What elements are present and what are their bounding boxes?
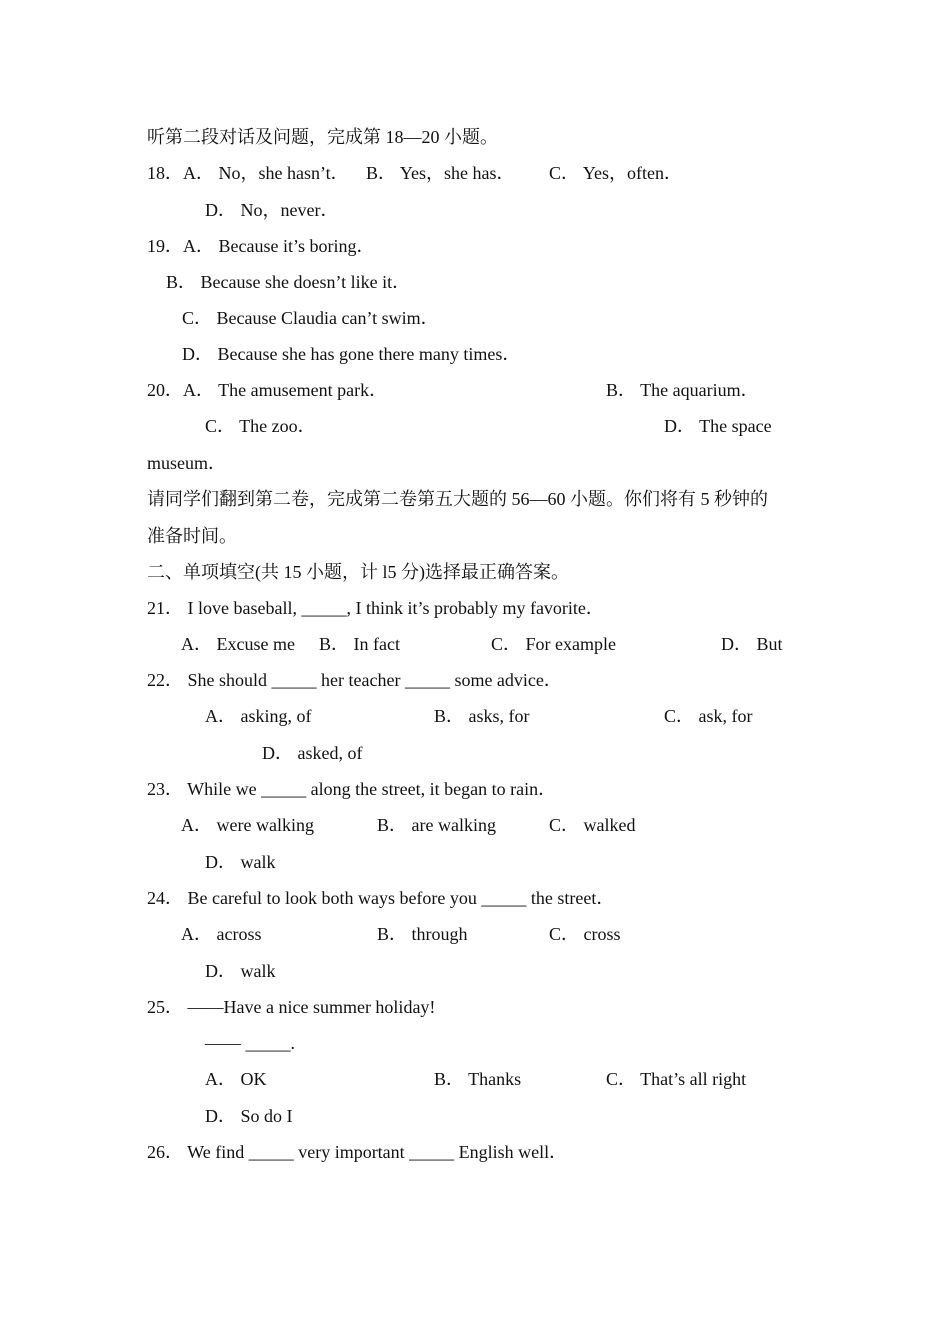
q18-option-d: D． No，never． xyxy=(205,200,339,220)
question-23-stem: 23． While we _____ along the street, it began to rain． xyxy=(147,779,557,799)
q25-option-a: A． OK xyxy=(205,1069,267,1089)
q24-option-d: D． walk xyxy=(205,961,276,981)
q21-option-b: B． In fact xyxy=(319,634,400,654)
q18-option-b: B． Yes，she has． xyxy=(366,163,515,183)
option-a: A． The amusement park． xyxy=(183,380,388,400)
q19-option-d: D． Because she has gone there many times． xyxy=(182,344,521,364)
q20-option-b: B． The aquarium． xyxy=(606,380,759,400)
q21-option-d: D． But xyxy=(721,634,783,654)
q25-option-c: C． That’s all right xyxy=(606,1069,747,1089)
question-number: 18． xyxy=(147,163,183,183)
turn-page-instruction-line1: 请同学们翻到第二卷，完成第二卷第五大题的 56—60 小题。你们将有 5 秒钟的 xyxy=(147,489,768,509)
q22-option-d: D． asked, of xyxy=(262,743,363,763)
q22-option-c: C． ask, for xyxy=(664,706,753,726)
q24-option-c: C． cross xyxy=(549,924,621,944)
q22-option-a: A． asking, of xyxy=(205,706,312,726)
q21-option-c: C． For example xyxy=(491,634,616,654)
q21-option-a: A． Excuse me xyxy=(181,634,295,654)
q22-option-b: B． asks, for xyxy=(434,706,530,726)
q20-option-d: D． The space xyxy=(664,416,772,436)
option-a: A． No，she hasn’t． xyxy=(183,163,349,183)
q19-option-b: B． Because she doesn’t like it． xyxy=(166,272,411,292)
question-18-stem xyxy=(147,161,349,185)
q24-option-a: A． across xyxy=(181,924,262,944)
q25-option-b: B． Thanks xyxy=(434,1069,522,1089)
section-instruction-2: 听第二段对话及问题，完成第 18—20 小题。 xyxy=(147,127,498,147)
question-25-reply: —— _____. xyxy=(205,1033,295,1053)
q23-option-a: A． were walking xyxy=(181,815,314,835)
q23-option-b: B． are walking xyxy=(377,815,496,835)
q25-option-d: D． So do I xyxy=(205,1106,293,1126)
q23-option-c: C． walked xyxy=(549,815,636,835)
q19-option-c: C． Because Claudia can’t swim． xyxy=(182,308,439,328)
question-22-stem: 22． She should _____ her teacher _____ some advice． xyxy=(147,670,562,690)
question-number: 19． xyxy=(147,236,183,256)
section-heading-2: 二、单项填空(共 15 小题，计 l5 分)选择最正确答案。 xyxy=(147,562,569,582)
question-24-stem: 24． Be careful to look both ways before you _____ the street． xyxy=(147,888,615,908)
q20-option-d-continued: museum． xyxy=(147,453,226,473)
option-a: A． Because it’s boring． xyxy=(183,236,375,256)
question-25-stem: 25． ——Have a nice summer holiday! xyxy=(147,997,436,1017)
question-20-stem xyxy=(147,378,387,402)
q18-option-c: C． Yes，often． xyxy=(549,163,683,183)
q23-option-d: D． walk xyxy=(205,852,276,872)
q24-option-b: B． through xyxy=(377,924,468,944)
q20-option-c: C． The zoo． xyxy=(205,416,316,436)
question-26-stem: 26． We find _____ very important _____ English well． xyxy=(147,1142,568,1162)
turn-page-instruction-line2: 准备时间。 xyxy=(147,526,237,546)
question-21-stem: 21． I love baseball, _____, I think it’s probably my favorite． xyxy=(147,598,604,618)
question-number: 20． xyxy=(147,380,183,400)
question-19-stem xyxy=(147,234,374,258)
